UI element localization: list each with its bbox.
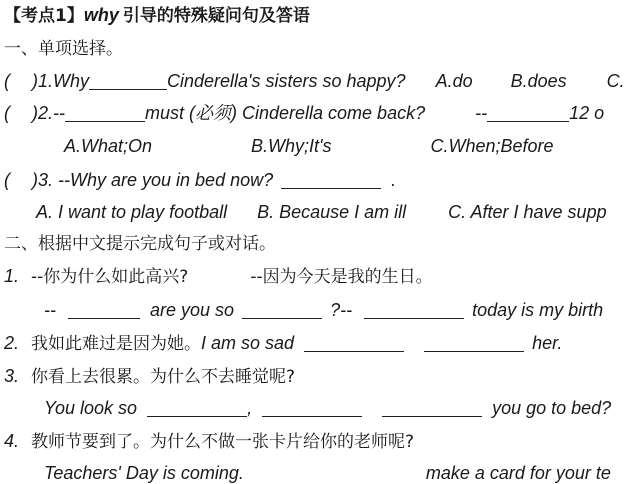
p1-blank-2[interactable] <box>242 300 322 319</box>
q1-option-a: A.do <box>435 71 473 91</box>
p1-cn-question: --你为什么如此高兴? <box>31 267 189 287</box>
p2-blank-1[interactable] <box>304 333 404 352</box>
p2-en: I am so sad <box>201 333 295 353</box>
p2-blank-2[interactable] <box>424 333 524 352</box>
q1-paren: ( <box>4 71 10 91</box>
p1-blank-3[interactable] <box>364 300 464 319</box>
p4-en: Teachers' Day is coming. <box>44 463 244 483</box>
p3-en: You look so <box>44 398 138 418</box>
problem-4-prompt <box>4 430 414 453</box>
p1-mid2: ?-- <box>330 300 353 320</box>
problem-3-prompt <box>4 365 295 388</box>
q2-dash: -- <box>475 103 488 123</box>
p3-comma: , <box>247 398 253 418</box>
problem-4-answer-line <box>44 462 611 484</box>
p3-blank-2[interactable] <box>262 398 362 417</box>
q2-option-a: A.What;On <box>64 136 153 156</box>
heading-prefix: 【考点1】 <box>4 6 84 26</box>
page-heading <box>4 4 310 27</box>
q2-option-b: B.Why;It's <box>251 136 332 156</box>
section2-title: 二、根据中文提示完成句子或对话。 <box>4 234 276 254</box>
q2-blank-1[interactable] <box>65 103 145 122</box>
q3-option-c: C. After I have supp <box>448 202 607 222</box>
p1-dash: -- <box>44 300 56 320</box>
q1-option-c: C. <box>606 71 625 91</box>
problem-1-answer-line <box>44 299 603 321</box>
q2-number: )2.-- <box>32 103 65 123</box>
q2-tail: 12 o <box>569 103 605 123</box>
p3-end: you go to bed? <box>492 398 612 418</box>
q3-blank[interactable] <box>281 170 381 189</box>
q2-text: must (必须) Cinderella come back? <box>145 103 426 123</box>
q3-option-a: A. I want to play football <box>36 202 228 222</box>
q3-end: . <box>391 170 397 190</box>
problem-1-prompt <box>4 265 433 288</box>
q3-paren: ( <box>4 170 10 190</box>
q1-text: Cinderella's sisters so happy? <box>167 71 406 91</box>
heading-suffix: 引导的特殊疑问句及答语 <box>122 6 310 26</box>
p1-number: 1. <box>4 266 20 286</box>
q3-option-b: B. Because I am ill <box>257 202 407 222</box>
heading-keyword: why <box>83 5 119 25</box>
q2-paren: ( <box>4 103 10 123</box>
q1-blank[interactable] <box>89 71 167 90</box>
p2-number: 2. <box>4 333 20 353</box>
p1-mid: are you so <box>150 300 235 320</box>
p2-cn: 我如此难过是因为她。 <box>31 334 202 354</box>
p3-number: 3. <box>4 366 20 386</box>
question-3 <box>4 169 396 191</box>
p1-blank-1[interactable] <box>68 300 140 319</box>
p3-cn: 你看上去很累。为什么不去睡觉呢? <box>31 367 296 387</box>
q3-text: )3. --Why are you in bed now? <box>32 170 274 190</box>
q2-blank-2[interactable] <box>487 103 569 122</box>
q1-number: )1.Why <box>32 71 90 91</box>
p4-number: 4. <box>4 431 20 451</box>
p3-blank-3[interactable] <box>382 398 482 417</box>
q3-options <box>36 201 607 223</box>
q2-options <box>64 135 554 157</box>
p4-end: make a card for your te <box>425 463 611 483</box>
problem-2 <box>4 332 562 355</box>
p3-blank-1[interactable] <box>147 398 247 417</box>
section1-title: 一、单项选择。 <box>4 39 123 59</box>
q1-option-b: B.does <box>510 71 567 91</box>
q2-option-c: C.When;Before <box>430 136 554 156</box>
question-1 <box>4 70 625 92</box>
problem-3-answer-line <box>44 397 611 419</box>
p4-cn: 教师节要到了。为什么不做一张卡片给你的老师呢? <box>31 432 415 452</box>
p1-end: today is my birth <box>472 300 604 320</box>
question-2 <box>4 102 604 124</box>
p1-cn-answer: --因为今天是我的生日。 <box>250 267 433 287</box>
p2-end: her. <box>532 333 563 353</box>
